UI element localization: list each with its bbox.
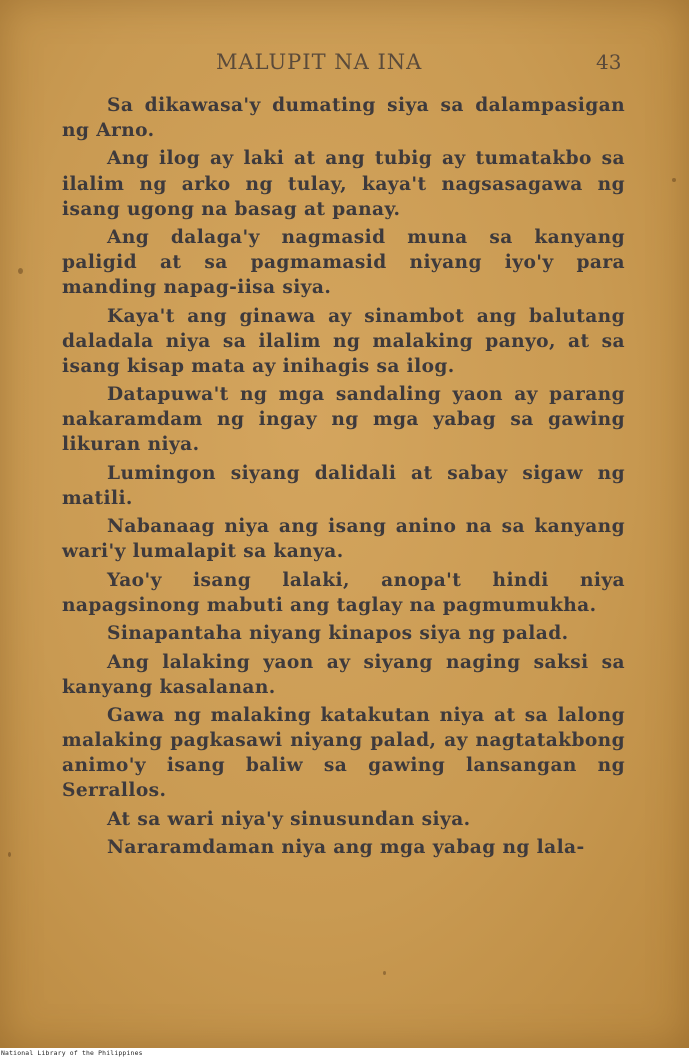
paragraph: Gawa ng malaking katakutan niya at sa lalong malaking pagkasawi niyang palad, ay nagtatakbong animo'y isang baliw sa gawing lansangan ng Serrallos. bbox=[62, 705, 625, 802]
paragraph: Ang ilog ay laki at ang tubig ay tumatakbo sa ilalim ng arko ng tulay, kaya't nagsasagawa ng isang ugong na basag at panay. bbox=[62, 148, 625, 220]
paragraph: Sinapantaha niyang kinapos siya ng palad. bbox=[107, 623, 569, 645]
paragraph: Kaya't ang ginawa ay sinambot ang balutang daladala niya sa ilalim ng malaking panyo, at sa isang kisap mata ay inihagis sa ilog. bbox=[62, 305, 625, 377]
running-title: MALUPIT NA INA bbox=[216, 50, 423, 74]
paper-stain bbox=[18, 268, 23, 274]
page-number: 43 bbox=[596, 50, 622, 74]
paper-stain bbox=[383, 971, 386, 975]
paragraph: Sa dikawasa'y dumating siya sa dalampasigan ng Arno. bbox=[62, 95, 625, 142]
paragraph: Ang lalaking yaon ay siyang naging saksi sa kanyang kasalanan. bbox=[62, 651, 625, 698]
paragraph: Nararamdaman niya ang mga yabag ng lala- bbox=[107, 837, 585, 859]
body-text bbox=[62, 93, 625, 864]
paragraph: Lumingon siyang dalidali at sabay sigaw ng matili. bbox=[62, 462, 625, 509]
page-header bbox=[0, 50, 689, 80]
paragraph: Nabanaag niya ang isang anino na sa kanyang wari'y lumalapit sa kanya. bbox=[62, 516, 625, 563]
paragraph: Yao'y isang lalaki, anopa't hindi niya napagsinong mabuti ang taglay na pagmumukha. bbox=[62, 569, 625, 616]
paper-stain bbox=[8, 852, 11, 857]
paragraph: Datapuwa't ng mga sandaling yaon ay parang nakaramdam ng ingay ng mga yabag sa gawing likuran niya. bbox=[62, 384, 625, 456]
library-credit: National Library of the Philippines bbox=[1, 1049, 143, 1057]
paragraph: Ang dalaga'y nagmasid muna sa kanyang paligid at sa pagmamasid niyang iyo'y para manding napag-iisa siya. bbox=[62, 227, 625, 299]
paragraph: At sa wari niya'y sinusundan siya. bbox=[107, 808, 471, 830]
paper-stain bbox=[672, 178, 676, 182]
